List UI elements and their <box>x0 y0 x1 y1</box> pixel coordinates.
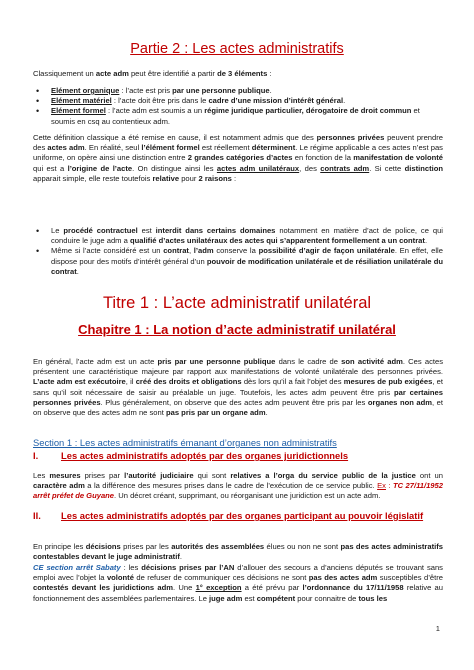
list-item: • Elément organique : l’acte est pris par une personne publique. <box>33 86 443 96</box>
legislatif-paragraph: En principe les décisions prises par les autorités des assemblées élues ou non ne sont pas des actes administratifs contestables devant le juge administratif. <box>33 542 443 562</box>
titre-heading: Titre 1 : L’acte administratif unilatéral <box>102 294 372 312</box>
chapitre-heading: Chapitre 1 : La notion d’acte administratif unilatéral <box>78 322 396 337</box>
subheading-legislatif: II. Les actes administratifs adoptés par des organes participant au pouvoir législatif <box>33 510 424 521</box>
subheading-juridictionnels: I. Les actes administratifs adoptés par des organes juridictionnels <box>33 450 349 461</box>
notion-paragraph: En général, l’acte adm est un acte pris par une personne publique dans le cadre de son activité adm. Ces actes présentent une caractéristique majeure par rapport aux manifestations de volonté unilatérale des personnes privées. L’acte adm est exécutoire, il créé des droits et obligations dès lors qu’il a fait l’objet des mesures de pub exigées, et sans qu’il soit nécessaire de saisir au préalable un juge. Toutefois, les actes adm peuvent être pris par certaines personnes privées. Plus généralement, on observe que des actes adm peuvent être pris par les organes non adm, et on observe que des actes adm ne sont pas pris par un organe adm. <box>33 357 444 418</box>
list-item: • Même si l’acte considéré est un contrat, l’adm conserve la possibilité d’agir de façon unilatérale. En effet, elle dispose pour des motifs d’intérêt général d’un pouvoir de modification unilatérale et de résiliation unilatérale du contrat. <box>33 246 443 277</box>
juridictionnels-paragraph: Les mesures prises par l’autorité judiciaire qui sont relatives a l’orga du service public de la justice ont un caractère adm a la différence des mesures prises dans le cadre de l’exécution de ce service public. Ex : TC 27/11/1952 arrêt préfet de Guyane. Un décret créant, supprimant, ou réorganisant une juridiction est un acte adm. <box>33 471 444 501</box>
intro-paragraph: Classiquement un acte adm peut être identifié a partir de 3 éléments : <box>33 69 272 78</box>
page-number: 1 <box>435 624 440 633</box>
section-heading: Section 1 : Les actes administratifs émanant d’organes non administratifs <box>33 437 337 448</box>
reasons-list <box>33 226 443 277</box>
definition-paragraph: Cette définition classique a été remise en cause, il est notamment admis que des personnes privées peuvent prendre des actes adm. En réalité, seul l’élément formel est réellement déterminent. Le régime applicable a ces actes n’est pas uniforme, on opère ainsi une distinction entre 2 grandes catégories d’actes en fonction de la manifestation de volonté qui est a l’origine de l’acte. On distingue ainsi les actes adm unilatéraux, des contrats adm. Si cette distinction apparait simple, elle reste toutefois relative pour 2 raisons : <box>33 133 444 183</box>
list-item: • Elément matériel : l’acte doit être pris dans le cadre d’une mission d’intérêt général. <box>33 96 443 106</box>
list-item: • Le procédé contractuel est interdit dans certains domaines notamment en matière d’act de police, ce qui conduire le juge adm a qualifié d’actes unilatéraux des actes qui s’apparentent formellement a un contrat. <box>33 226 443 246</box>
list-item: • Elément formel : l’acte adm est soumis a un régime juridique particulier, dérogatoire de droit commun et soumis en csq au contentieux adm. <box>33 106 443 126</box>
sabaty-paragraph: CE section arrêt Sabaty : les décisions prises par l’AN d’allouer des secours a d’anciens députés se trouvant sans emploi avec l’objet la volonté de refuser de communiquer ces décisions ne sont pas des actes adm susceptibles d’être contestés devant les juridictions adm. Une 1° exception a été prévu par l’ordonnance du 17/11/1958 relative au fonctionnement des assemblées parlementaires. Le juge adm est compétent pour connaitre de tous les <box>33 563 443 603</box>
partie-title: Partie 2 : Les actes administratifs <box>130 41 344 57</box>
elements-list <box>33 86 443 127</box>
